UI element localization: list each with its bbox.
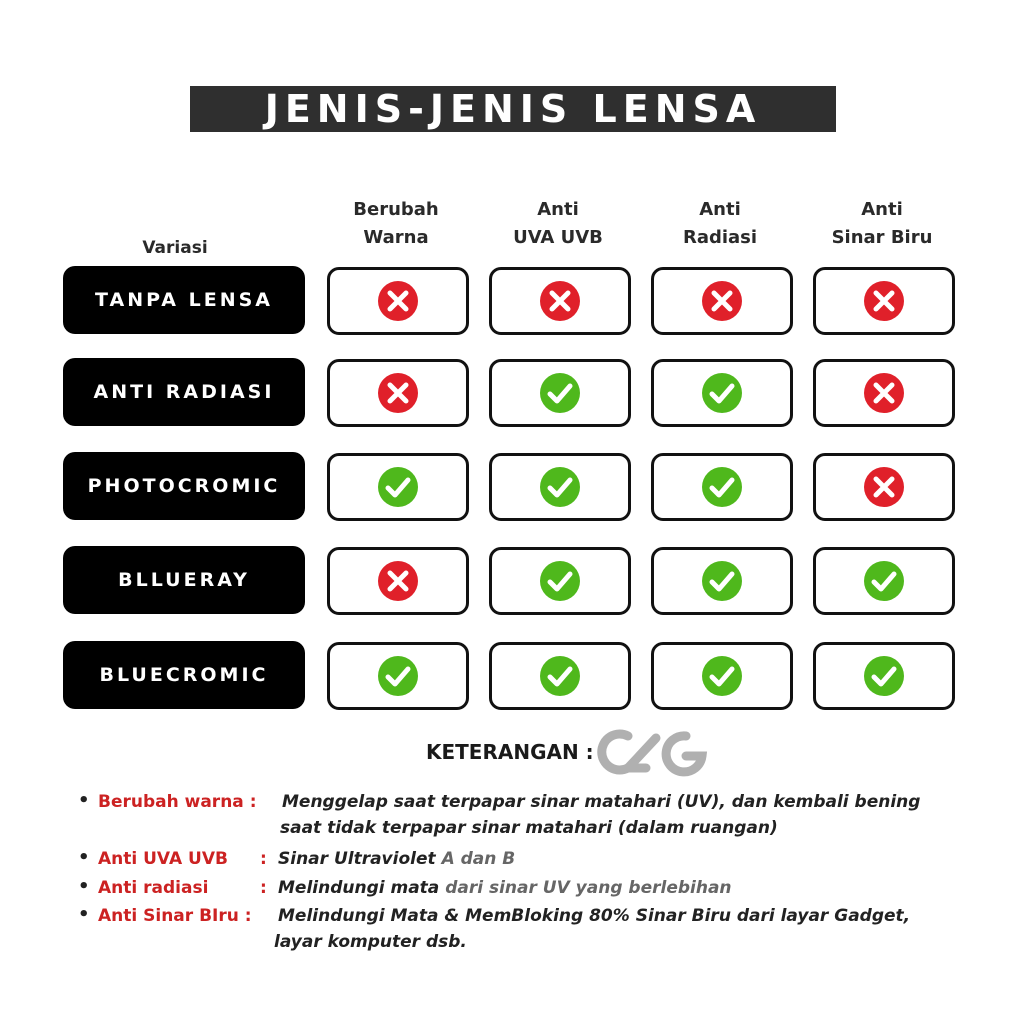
legend-description-text: Melindungi Mata & MemBloking 80% Sinar Biru dari layar Gadget, xyxy=(278,906,911,926)
column-header-line: Anti xyxy=(699,199,741,220)
legend-colon: : xyxy=(260,849,267,869)
bullet-icon: • xyxy=(78,876,90,897)
cross-circle-icon xyxy=(700,279,744,323)
legend-description-gray: A dan B xyxy=(441,849,516,869)
table-cell xyxy=(813,642,955,710)
column-header-line: Warna xyxy=(363,227,429,248)
cross-circle-icon xyxy=(538,279,582,323)
check-circle-icon xyxy=(538,654,582,698)
column-header-line: Anti xyxy=(537,199,579,220)
check-circle-icon xyxy=(376,654,420,698)
check-circle-icon xyxy=(700,465,744,509)
table-cell xyxy=(651,359,793,427)
check-circle-icon xyxy=(700,654,744,698)
cross-circle-icon xyxy=(376,371,420,415)
legend-description-text: Melindungi mata xyxy=(278,878,446,898)
table-cell xyxy=(489,359,631,427)
column-header-line: Radiasi xyxy=(682,227,758,248)
table-cell xyxy=(651,453,793,521)
column-header-line: Sinar Biru xyxy=(831,227,933,248)
variasi-label: Variasi xyxy=(142,238,208,258)
check-circle-icon xyxy=(700,559,744,603)
bullet-icon: • xyxy=(78,904,90,925)
cross-circle-icon xyxy=(862,465,906,509)
legend-item xyxy=(78,904,978,952)
check-circle-icon xyxy=(376,465,420,509)
cross-circle-icon xyxy=(376,559,420,603)
legend-description xyxy=(282,792,920,812)
legend-term: Anti Sinar BIru : xyxy=(98,906,252,926)
table-cell xyxy=(327,359,469,427)
table-cell xyxy=(327,453,469,521)
bullet-icon: • xyxy=(78,790,90,811)
legend-item xyxy=(78,847,978,875)
table-cell xyxy=(489,642,631,710)
table-cell xyxy=(813,547,955,615)
column-header-line: UVA UVB xyxy=(513,227,603,248)
table-cell xyxy=(327,642,469,710)
table-cell xyxy=(651,267,793,335)
table-cell xyxy=(813,359,955,427)
cross-circle-icon xyxy=(862,279,906,323)
page-title: JENIS-JENIS LENSA xyxy=(190,86,836,132)
table-cell xyxy=(651,547,793,615)
legend-colon: : xyxy=(260,878,267,898)
legend-description xyxy=(278,849,515,869)
table-cell xyxy=(489,267,631,335)
legend-term: Anti radiasi xyxy=(98,878,209,898)
cross-circle-icon xyxy=(862,371,906,415)
cross-circle-icon xyxy=(376,279,420,323)
legend-item xyxy=(78,876,978,904)
brand-logo-icon xyxy=(594,724,714,780)
table-cell xyxy=(813,267,955,335)
table-cell xyxy=(327,547,469,615)
legend-term: Anti UVA UVB xyxy=(98,849,228,869)
column-header-line: Berubah xyxy=(353,199,439,220)
legend-term: Berubah warna : xyxy=(98,792,257,812)
check-circle-icon xyxy=(862,559,906,603)
legend-description-text: Menggelap saat terpapar sinar matahari (UV), dan kembali bening xyxy=(282,792,921,812)
legend-item xyxy=(78,790,978,838)
column-header xyxy=(483,196,633,252)
check-circle-icon xyxy=(538,559,582,603)
row-label: BLUECROMIC xyxy=(63,641,305,709)
legend-description-continued: saat tidak terpapar sinar matahari (dalam ruangan) xyxy=(280,818,778,838)
table-cell xyxy=(489,453,631,521)
row-label: PHOTOCROMIC xyxy=(63,452,305,520)
row-label: BLLUERAY xyxy=(63,546,305,614)
table-cell xyxy=(651,642,793,710)
legend-title: KETERANGAN : xyxy=(426,740,594,764)
check-circle-icon xyxy=(700,371,744,415)
column-header-line: Anti xyxy=(861,199,903,220)
row-label: TANPA LENSA xyxy=(63,266,305,334)
legend-description-continued: layar komputer dsb. xyxy=(274,932,467,952)
legend-description xyxy=(278,878,732,898)
legend-description xyxy=(278,906,910,926)
column-header xyxy=(645,196,795,252)
column-header xyxy=(807,196,957,252)
table-cell xyxy=(327,267,469,335)
row-label: ANTI RADIASI xyxy=(63,358,305,426)
check-circle-icon xyxy=(862,654,906,698)
legend-description-gray: dari sinar UV yang berlebihan xyxy=(445,878,732,898)
table-cell xyxy=(489,547,631,615)
check-circle-icon xyxy=(538,371,582,415)
column-header xyxy=(321,196,471,252)
table-cell xyxy=(813,453,955,521)
legend-description-text: Sinar Ultraviolet xyxy=(278,849,442,869)
check-circle-icon xyxy=(538,465,582,509)
bullet-icon: • xyxy=(78,847,90,868)
